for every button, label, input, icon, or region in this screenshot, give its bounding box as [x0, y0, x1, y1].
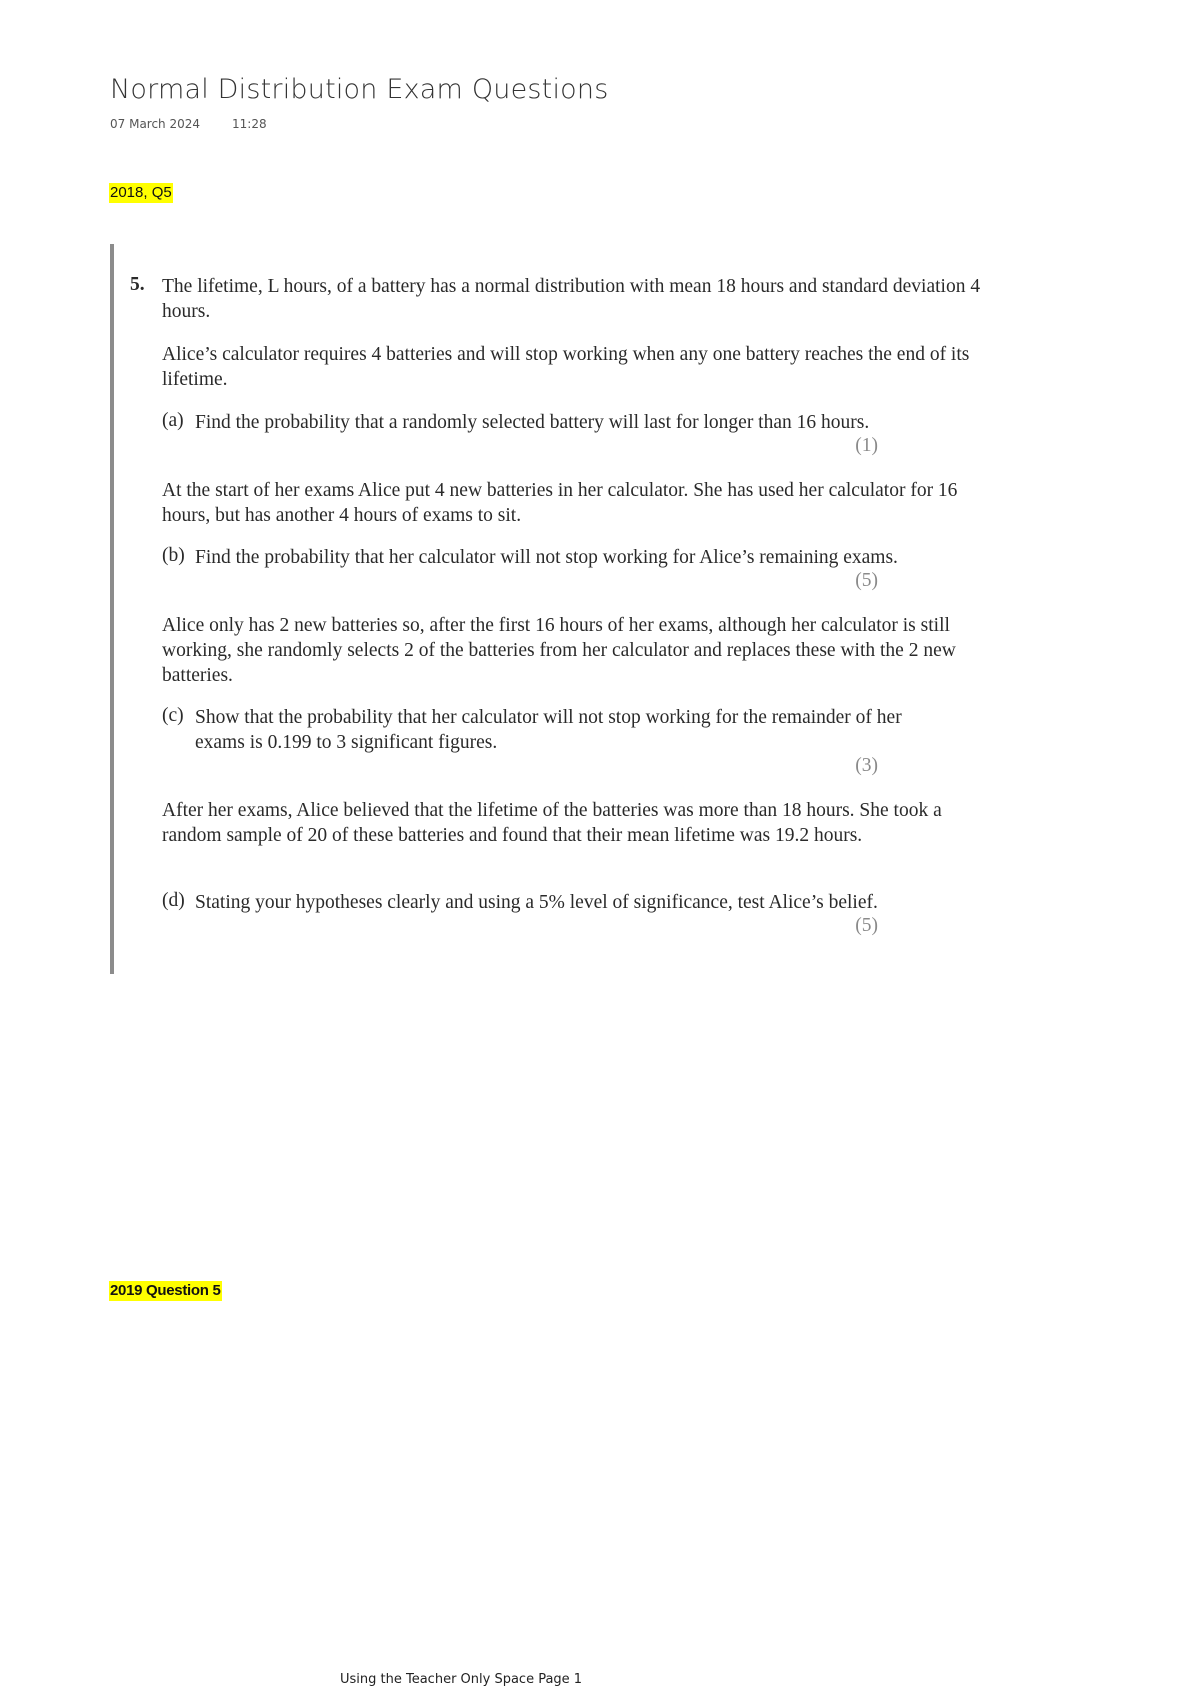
question-image-block: [110, 244, 994, 974]
part-a-text: Find the probability that a randomly selected battery will last for longer than 16 hours.: [195, 412, 870, 433]
part-b-text: Find the probability that her calculator will not stop working for Alice’s remaining exams.: [195, 547, 898, 568]
page-title: Normal Distribution Exam Questions: [110, 74, 609, 105]
part-b-marks: (5): [855, 570, 878, 591]
part-a-label: (a): [162, 410, 184, 431]
part-d-marks: (5): [855, 915, 878, 936]
question-number: 5.: [130, 274, 145, 295]
part-c-label: (c): [162, 705, 184, 726]
part-c-marks: (3): [855, 755, 878, 776]
part-a-marks: (1): [855, 435, 878, 456]
page-date: 07 March 2024: [110, 117, 201, 131]
part-c-text: Show that the probability that her calculator will not stop working for the remainder of her exams is 0.199 to 3 significant figures.: [195, 707, 902, 753]
question-intro-2: Alice’s calculator requires 4 batteries and will stop working when any one battery reaches the end of its lifetime.: [162, 344, 970, 390]
part-d-text: Stating your hypotheses clearly and using a 5% level of significance, test Alice’s belief.: [195, 892, 878, 913]
page-footer: Using the Teacher Only Space Page 1: [340, 1672, 583, 1687]
part-d-context: After her exams, Alice believed that the lifetime of the batteries was more than 18 hours. She took a random sample of 20 of these batteries and found that their mean lifetime was 19.2 hours.: [162, 800, 942, 846]
part-b-label: (b): [162, 545, 185, 566]
question-intro-1: The lifetime, L hours, of a battery has a normal distribution with mean 18 hours and standard deviation 4 hours.: [162, 276, 981, 322]
section-label-2019: 2019 Question 5: [110, 1282, 221, 1299]
part-d-label: (d): [162, 890, 185, 911]
page-time: 11:28: [232, 117, 267, 131]
section-label-2018: 2018, Q5: [110, 184, 172, 201]
part-c-context: Alice only has 2 new batteries so, after the first 16 hours of her exams, although her calculator is still working, she randomly selects 2 of the batteries from her calculator and replaces these with the 2 new batteries.: [162, 615, 956, 686]
part-b-context: At the start of her exams Alice put 4 new batteries in her calculator. She has used her calculator for 16 hours, but has another 4 hours of exams to sit.: [162, 480, 958, 526]
